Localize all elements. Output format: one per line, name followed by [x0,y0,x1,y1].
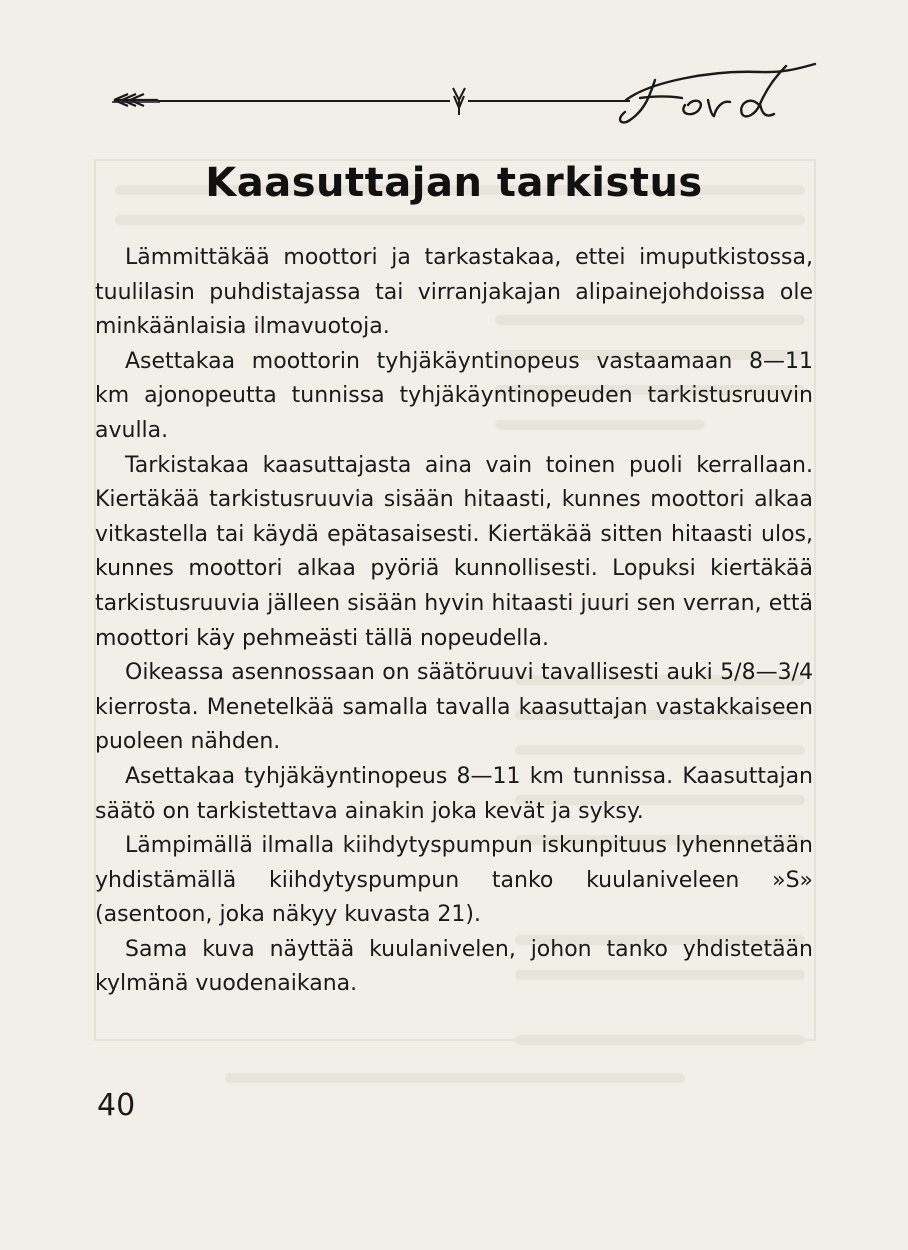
ornament-mark-icon [453,88,465,115]
page-number: 40 [97,1088,136,1123]
ford-logo [620,64,815,122]
paragraph: Lämpimällä ilmalla kiihdytyspumpun iskunpituus lyhennetään yhdistämällä kiihdytyspumpun tanko kuulaniveleen »S» (asentoon, joka näkyy kuvasta 21). [95,833,813,928]
paragraph: Asettakaa tyhjäkäyntinopeus 8—11 km tunnissa. Kaasuttajan säätö on tarkistettava ainakin joka kevät ja syksy. [95,763,813,824]
page-title: Kaasuttajan tarkistus [205,160,703,206]
paragraph: Asettakaa moottorin tyhjäkäyntinopeus vastaamaan 8—11 km ajonopeutta tunnissa tyhjäkäyntinopeuden tarkistusruuvin avulla. [95,348,813,443]
arrow-tail-icon [112,94,160,106]
paragraph: Oikeassa asennossaan on säätöruuvi tavallisesti auki 5/8—3/4 kierrosta. Menetelkää samalla tavalla kaasuttajan vastakkaiseen puoleen nähden. [95,660,813,755]
paragraph: Tarkistakaa kaasuttajasta aina vain toinen puoli kerrallaan. Kiertäkää tarkistusruuvia sisään hitaasti, kunnes moottori alkaa vitkastella tai käydä epätasaisesti. Kiertäkää sitten hitaasti ulos, kunnes moottori alkaa pyöriä kunnollisesti. Lopuksi kiertäkää tarkistusruuvia jälleen sisään hyvin hitaasti juuri sen verran, että moottori käy pehmeästi tällä nopeudella. [95,452,813,651]
body-text [95,241,813,1002]
paragraph: Sama kuva näyttää kuulanivelen, johon tanko yhdistetään kylmänä vuodenaikana. [95,936,813,997]
header-ornament [110,60,830,140]
paragraph: Lämmittäkää moottori ja tarkastakaa, ettei imuputkistossa, tuulilasin puhdistajassa tai virranjakajan alipainejohdoissa ole minkäänlaisia ilmavuotoja. [95,245,813,340]
